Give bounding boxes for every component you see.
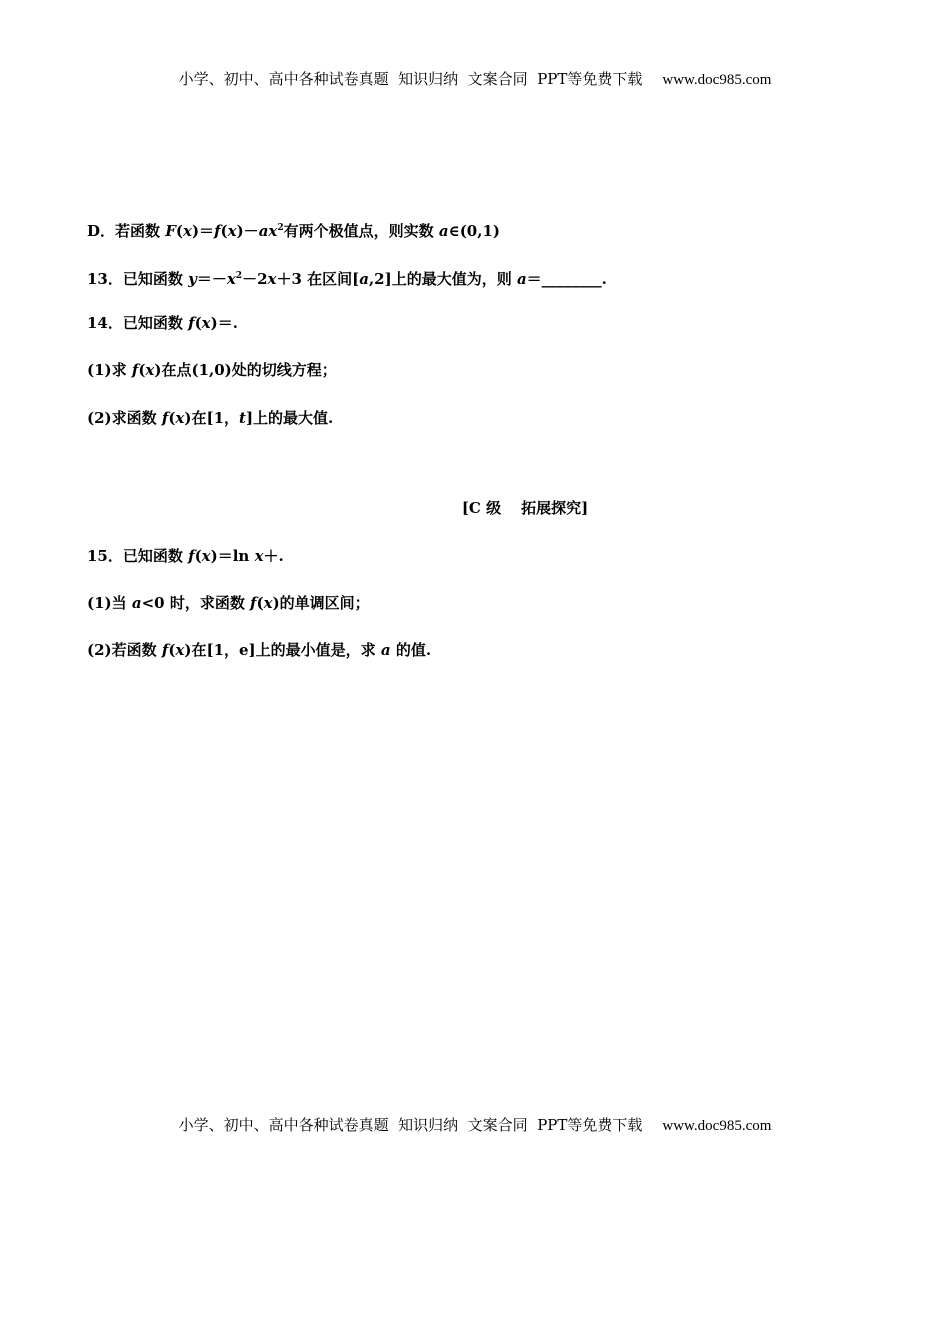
- footer-text: 小学、初中、高中各种试卷真题 知识归纳 文案合同 PPT等免费下载: [178, 1116, 643, 1134]
- header-text: 小学、初中、高中各种试卷真题 知识归纳 文案合同 PPT等免费下载: [178, 70, 643, 88]
- question-15: 15．已知函数 f(x)＝ln x＋.: [87, 547, 284, 565]
- question-15-part-1: (1)当 a<0 时，求函数 f(x)的单调区间；: [87, 594, 370, 612]
- question-14-part-1: (1)求 f(x)在点(1,0)处的切线方程；: [87, 361, 337, 379]
- page-footer: [0, 1115, 950, 1136]
- option-d: D．若函数 $F(x)=f(x)-ax^2$有两个极值点，则实数 a∈(0,1): [87, 222, 501, 240]
- question-14-part-2: (2)求函数 f(x)在[1，t]上的最大值.: [87, 409, 334, 427]
- header-site[interactable]: www.doc985.com: [662, 72, 772, 88]
- question-14: 14．已知函数 f(x)＝.: [87, 314, 238, 332]
- footer-site[interactable]: www.doc985.com: [662, 1118, 772, 1134]
- question-15-part-2: (2)若函数 f(x)在[1，e]上的最小值是，求 a 的值.: [87, 641, 432, 659]
- section-heading: [C 级 拓展探究]: [461, 499, 589, 517]
- page-header: [0, 69, 950, 90]
- question-13: 13．已知函数 $y=-x^2-2x+3$ 在区间[a,2]上的最大值为，则 a＝________.: [87, 270, 607, 288]
